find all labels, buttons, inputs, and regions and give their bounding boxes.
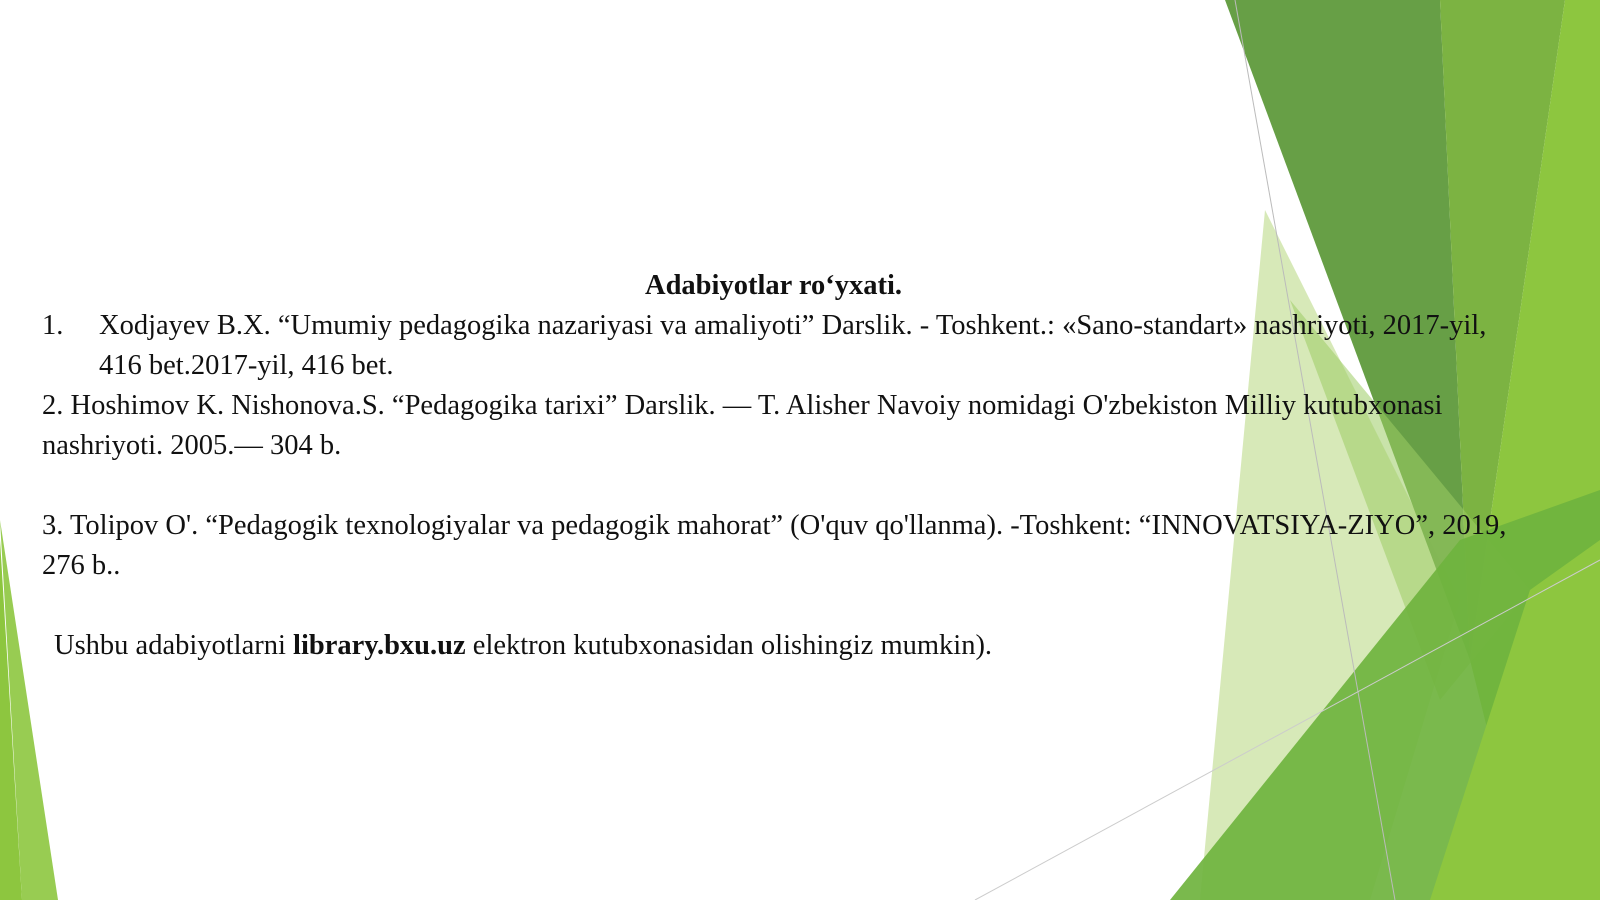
reference-item-3: 3. Tolipov O'. “Pedagogik texnologiyalar va pedagogik mahorat” (O'quv qo'llanma). -Toshkent: “INNOVATSIYA-ZIYO”, 2019, 276 b.. [42,510,1507,581]
reference-text: Xodjayev B.X. “Umumiy pedagogika nazariyasi va amaliyoti” Darslik. - Toshkent.: «Sano-standart» nashriyoti, 2017-yil, 416 bet.2017-yil, 416 bet. [99,310,1487,381]
library-link[interactable]: library.bxu.uz [293,630,466,661]
spacer [42,586,1522,626]
spacer [42,466,1522,506]
note-prefix: Ushbu adabiyotlarni [54,630,294,661]
reference-item-2: 2. Hoshimov K. Nishonova.S. “Pedagogika tarixi” Darslik. — T. Alisher Navoiy nomidagi O'zbekiston Milliy kutubxonasi nashriyoti. 2005.— 304 b. [42,390,1443,461]
library-note [42,626,1522,666]
references-content [42,266,1522,666]
reference-number: 1. [42,310,64,341]
page-title: Adabiyotlar ro‘yxati. [645,270,903,301]
reference-item-1 [42,306,1522,386]
note-suffix: elektron kutubxonasidan olishingiz mumkin). [465,630,993,661]
